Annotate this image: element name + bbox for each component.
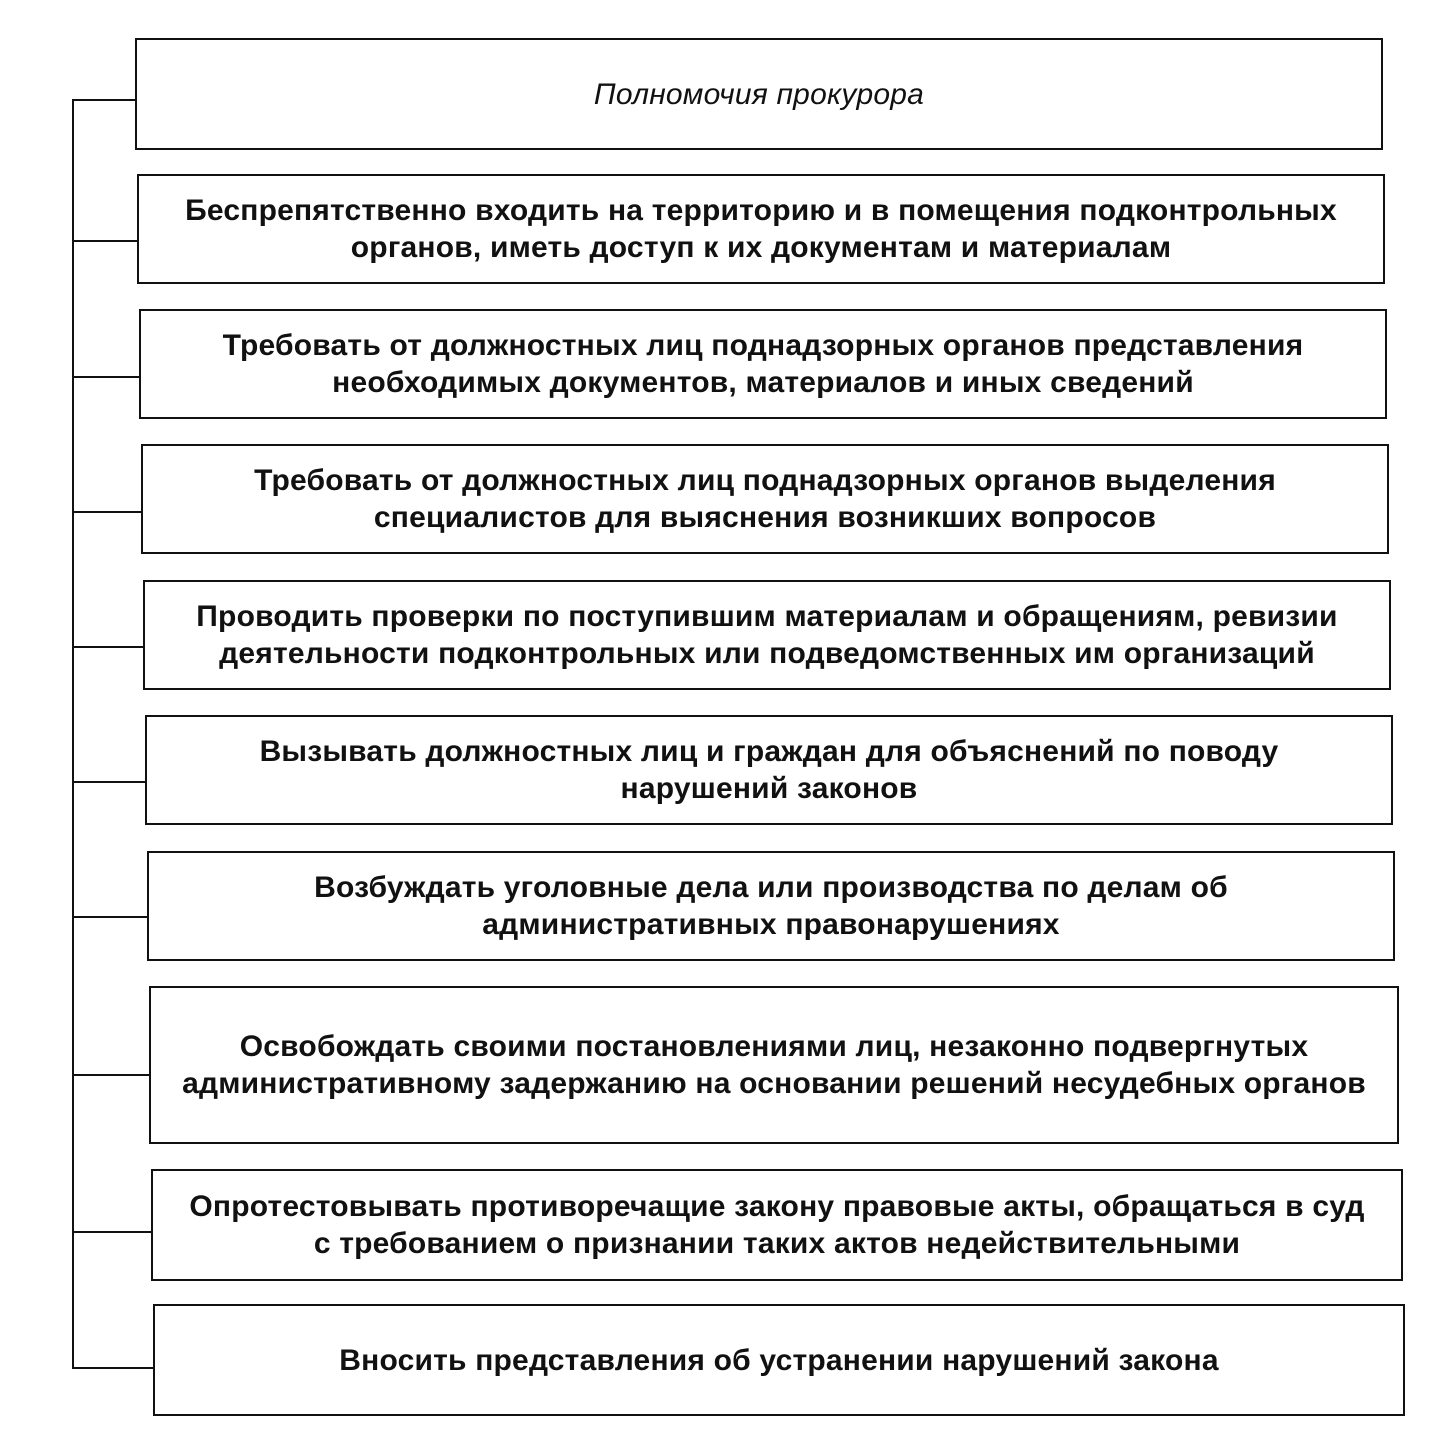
power-box-3 <box>141 444 1389 554</box>
connector-power-4 <box>72 646 144 648</box>
power-text-9: Вносить представления об устранении нарушений закона <box>339 1343 1219 1377</box>
power-text-5: Вызывать должностных лиц и граждан для объяснений по поводу нарушений законов <box>259 735 1279 805</box>
connector-power-8 <box>72 1231 152 1233</box>
power-box-1 <box>137 174 1385 284</box>
power-text-6: Возбуждать уголовные дела или производства по делам об административных правонарушениях <box>314 871 1228 941</box>
power-box-7 <box>149 986 1399 1144</box>
power-text-3: Требовать от должностных лиц поднадзорных органов выделения специалистов для выяснения возникших вопросов <box>254 464 1276 534</box>
diagram-title-box <box>135 38 1383 150</box>
power-box-2 <box>139 309 1387 419</box>
power-text-2: Требовать от должностных лиц поднадзорных органов представления необходимых документов, материалов и иных сведений <box>222 329 1304 399</box>
connector-title <box>72 99 136 101</box>
power-text-8: Опротестовывать противоречащие закону правовые акты, обращаться в суд с требованием о признании таких актов недействительными <box>189 1190 1365 1260</box>
connector-power-1 <box>72 240 138 242</box>
connector-power-5 <box>72 781 146 783</box>
power-text-1: Беспрепятственно входить на территорию и в помещения подконтрольных органов, иметь доступ к их документам и материалам <box>185 194 1337 264</box>
diagram-title: Полномочия прокурора <box>593 77 925 111</box>
power-text-7: Освобождать своими постановлениями лиц, незаконно подвергнутых административному задержанию на основании решений несудебных органов <box>182 1030 1366 1100</box>
connector-power-3 <box>72 511 142 513</box>
connector-trunk-line <box>72 99 74 1369</box>
connector-power-9 <box>72 1367 154 1369</box>
power-box-5 <box>145 715 1393 825</box>
power-box-6 <box>147 851 1395 961</box>
connector-power-6 <box>72 916 148 918</box>
connector-power-2 <box>72 376 140 378</box>
power-box-8 <box>151 1169 1403 1281</box>
power-text-4: Проводить проверки по поступившим материалам и обращениям, ревизии деятельности подконтрольных или подведомственных им организаций <box>196 600 1338 670</box>
power-box-4 <box>143 580 1391 690</box>
power-box-9 <box>153 1304 1405 1416</box>
connector-power-7 <box>72 1074 150 1076</box>
